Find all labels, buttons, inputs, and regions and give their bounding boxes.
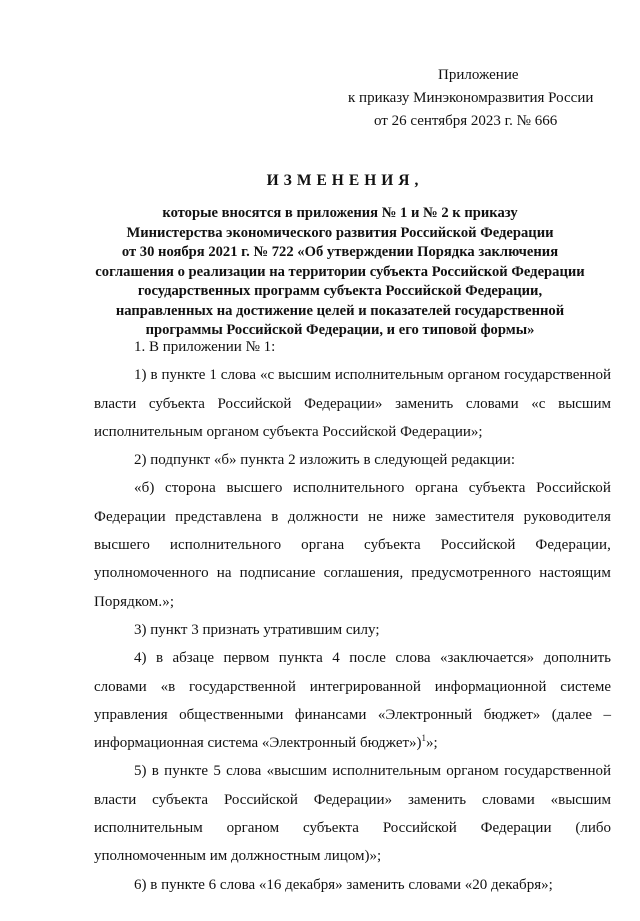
paragraph-item-1: 1) в пункте 1 слова «с высшим исполнительным органом государственной власти субъекта Российской Федерации» заменить словами «с высшим исполнительным органом субъекта Российской Федерации»; xyxy=(94,367,611,440)
appendix-order-date: от 26 сентября 2023 г. № 666 xyxy=(374,113,558,129)
paragraph-item-4 xyxy=(94,644,611,757)
paragraph-item-2: 2) подпункт «б» пункта 2 изложить в следующей редакции: xyxy=(134,452,515,469)
title-subtitle-line: соглашения о реализации на территории субъекта Российской Федерации xyxy=(95,263,585,280)
title-subtitle-line: государственных программ субъекта Российской Федерации, xyxy=(137,283,543,299)
paragraph-item-4-text: 4) в абзаце первом пункта 4 после слова «заключается» дополнить словами «в государственной интегрированной информационной системе управления общественными финансами «Электронный бюджет» (далее – информационная система «Электронный бюджет») xyxy=(94,650,611,752)
title-subtitle-line: программы Российской Федерации, и его типовой формы» xyxy=(145,322,535,338)
title-subtitle-line: которые вносятся в приложения № 1 и № 2 к приказу xyxy=(162,205,518,221)
paragraph-item-5: 5) в пункте 5 слова «высшим исполнительным органом государственной власти субъекта Российской Федерации» заменить словами «высшим исполнительным органом субъекта Российской Федерации (либо уполномоченным им должностным лицом)»; xyxy=(94,763,611,865)
document-body xyxy=(94,333,611,899)
appendix-header xyxy=(340,64,610,133)
title-main: ИЗМЕНЕНИЯ, xyxy=(266,172,424,189)
appendix-order-ref: к приказу Минэкономразвития России xyxy=(348,90,594,106)
paragraph-item-2-quote: «б) сторона высшего исполнительного органа субъекта Российской Федерации представлена в должности не ниже заместителя руководителя высшего исполнительного органа субъекта Российской Федерации, уполномоченного на подписание соглашения, предусмотренного настоящим Порядком.»; xyxy=(94,480,611,610)
document-title xyxy=(70,170,610,341)
paragraph-item-6: 6) в пункте 6 слова «16 декабря» заменить словами «20 декабря»; xyxy=(134,876,553,893)
title-subtitle-line: от 30 ноября 2021 г. № 722 «Об утверждении Порядка заключения xyxy=(121,244,559,260)
footnote-marker: 1 xyxy=(421,733,427,744)
paragraph-section-1: 1. В приложении № 1: xyxy=(134,339,276,355)
appendix-label: Приложение xyxy=(438,67,519,83)
paragraph-item-4-end: »; xyxy=(426,735,438,752)
title-subtitle-line: направленных на достижение целей и показателей государственной xyxy=(115,302,565,319)
title-subtitle-line: Министерства экономического развития Российской Федерации xyxy=(126,224,554,241)
title-subtitle xyxy=(70,204,610,341)
paragraph-item-3: 3) пункт 3 признать утратившим силу; xyxy=(134,621,380,638)
